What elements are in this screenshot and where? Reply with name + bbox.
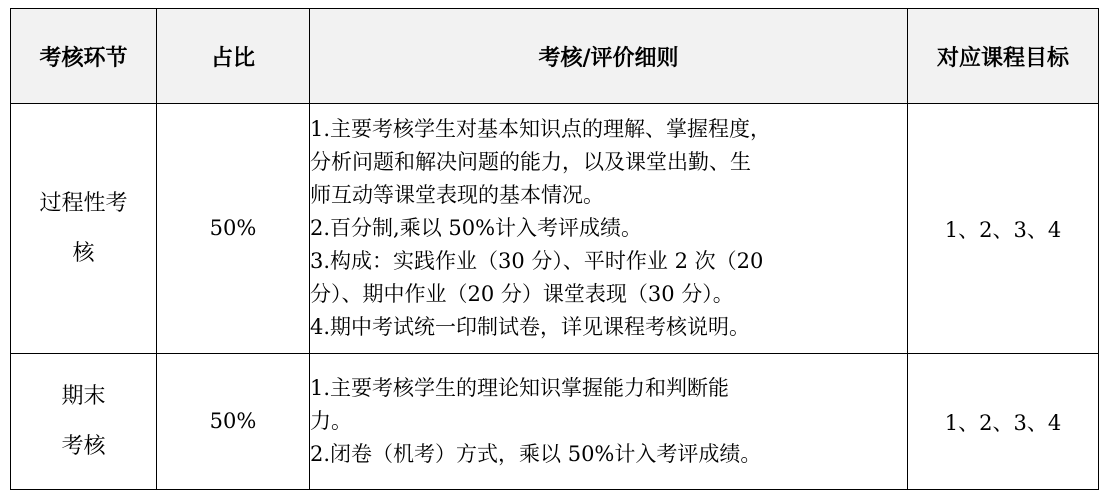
stage-cell <box>11 104 157 354</box>
detail-line: 2.闭卷（机考）方式，乘以 50%计入考评成绩。 <box>310 442 762 466</box>
ratio-cell <box>157 104 310 354</box>
detail-line: 1.主要考核学生的理论知识掌握能力和判断能 <box>310 376 730 400</box>
table-header-row <box>11 9 1099 104</box>
target-value: 1、2、3、4 <box>944 410 1062 435</box>
assessment-table <box>10 8 1099 490</box>
detail-line: 2.百分制,乘以 50%计入考评成绩。 <box>310 216 643 240</box>
stage-text-line: 核 <box>72 240 95 266</box>
table-row <box>11 354 1099 490</box>
target-value: 1、2、3、4 <box>944 217 1062 242</box>
detail-line: 4.期中考试统一印制试卷，详见课程考核说明。 <box>310 315 751 339</box>
target-cell <box>908 104 1099 354</box>
header-ratio: 占比 <box>157 9 310 104</box>
detail-line: 3.构成：实践作业（30 分）、平时作业 2 次（20 <box>310 249 764 273</box>
detail-cell <box>310 104 908 354</box>
header-detail: 考核/评价细则 <box>310 9 908 104</box>
detail-line: 力。 <box>310 409 352 433</box>
stage-text-line: 考核 <box>61 433 106 459</box>
table-row <box>11 104 1099 354</box>
detail-line: 分析问题和解决问题的能力，以及课堂出勤、生 <box>310 150 751 174</box>
stage-cell <box>11 354 157 490</box>
header-target: 对应课程目标 <box>908 9 1099 104</box>
detail-line: 1.主要考核学生对基本知识点的理解、掌握程度， <box>310 117 772 141</box>
header-stage: 考核环节 <box>11 9 157 104</box>
ratio-cell <box>157 354 310 490</box>
target-cell <box>908 354 1099 490</box>
stage-text-line: 过程性考 <box>39 190 128 216</box>
detail-line: 师互动等课堂表现的基本情况。 <box>310 183 604 207</box>
stage-text-line: 期末 <box>61 383 106 409</box>
detail-cell <box>310 354 908 490</box>
ratio-value: 50% <box>209 216 257 240</box>
ratio-value: 50% <box>209 409 257 433</box>
detail-line: 分）、期中作业（20 分）课堂表现（30 分）。 <box>310 282 734 306</box>
